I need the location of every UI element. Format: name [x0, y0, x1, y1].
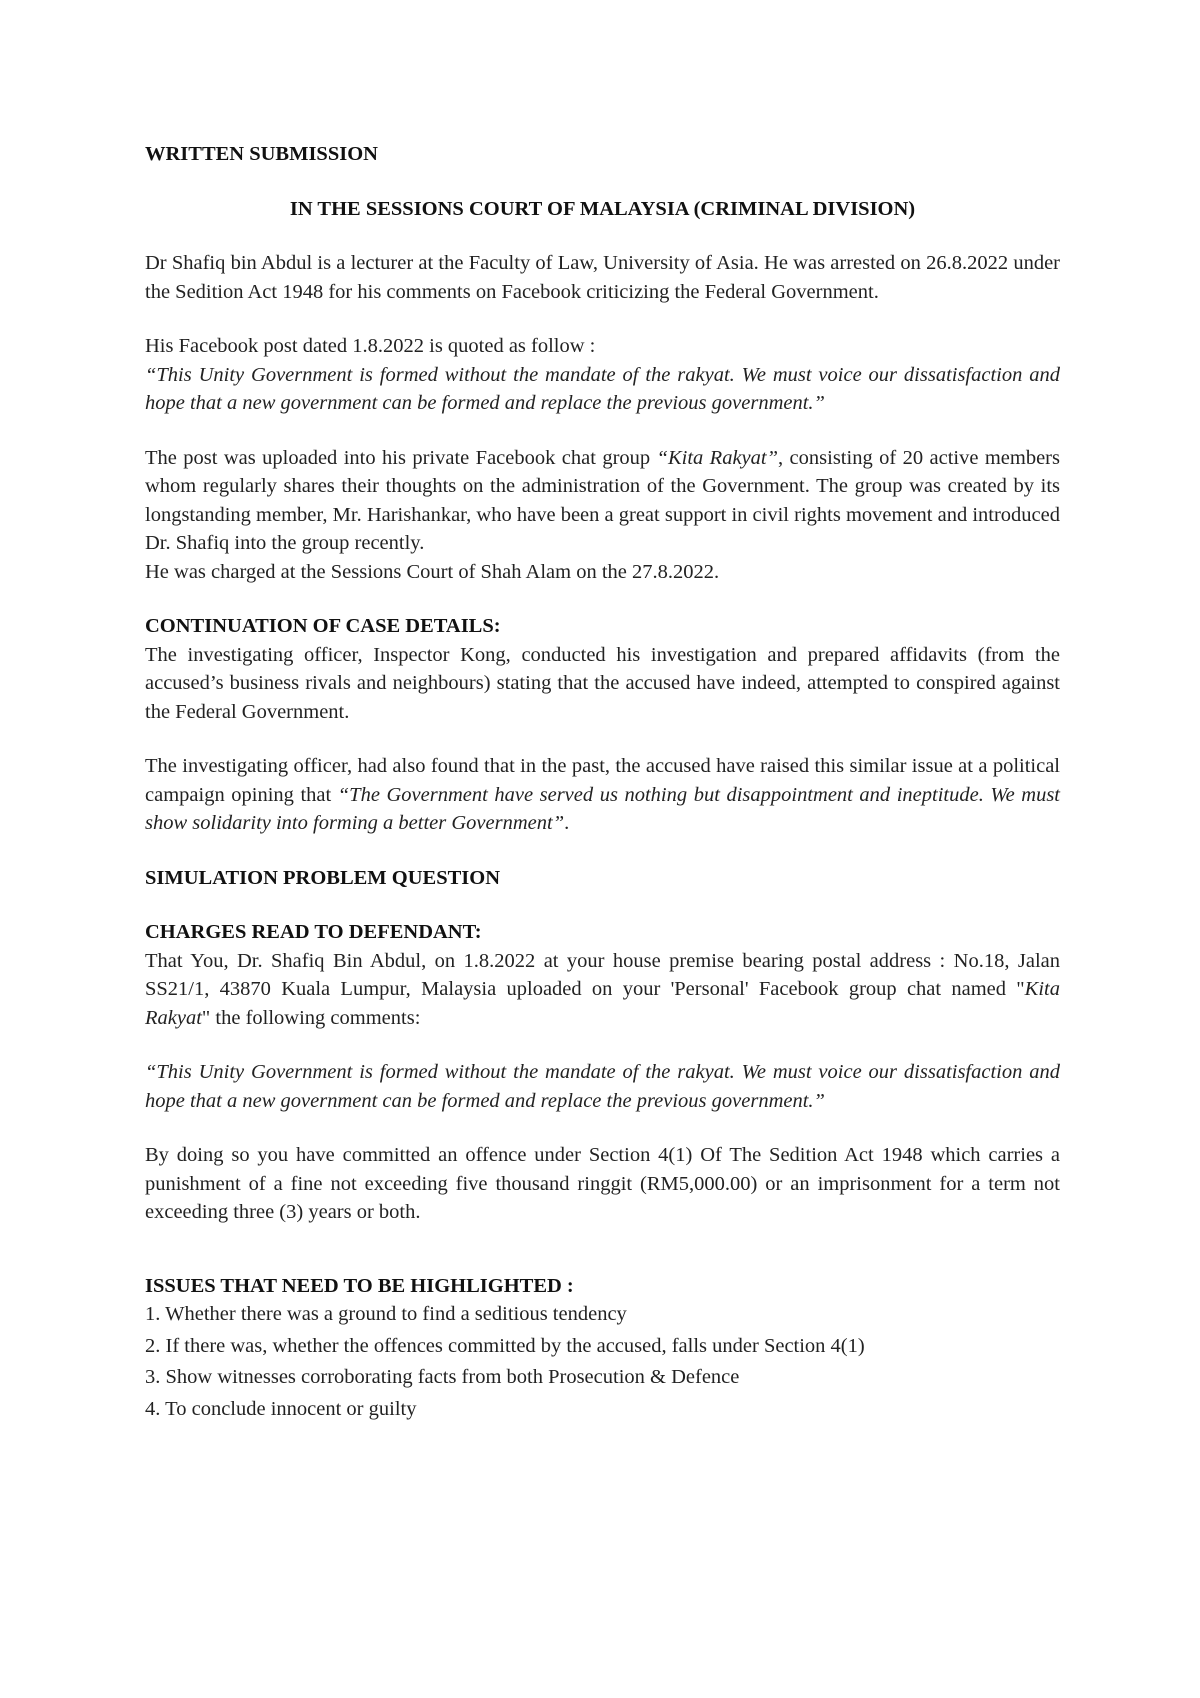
- continuation-paragraph-1: The investigating officer, Inspector Kong, conducted his investigation and prepared affidavits (from the accused’s business rivals and neighbours) stating that the accused have indeed, attempted to conspired against the Federal Government.: [145, 643, 1060, 723]
- intro-paragraph: Dr Shafiq bin Abdul is a lecturer at the Faculty of Law, University of Asia. He was arrested on 26.8.2022 under the Sedition Act 1948 for his comments on Facebook criticizing the Federal Government.: [145, 252, 1060, 303]
- issue-item-2: 2. If there was, whether the offences committed by the accused, falls under Section 4(1): [145, 1334, 865, 1357]
- issue-item-1: 1. Whether there was a ground to find a seditious tendency: [145, 1303, 627, 1325]
- facebook-post-lead: His Facebook post dated 1.8.2022 is quoted as follow :: [145, 335, 596, 357]
- issues-heading: ISSUES THAT NEED TO BE HIGHLIGHTED :: [145, 1274, 574, 1297]
- group-name: “Kita Rakyat”: [656, 446, 779, 469]
- charges-group-name: Kita Rakyat: [145, 978, 1060, 1029]
- issue-item-3: 3. Show witnesses corroborating facts from both Prosecution & Defence: [145, 1366, 740, 1388]
- court-title: IN THE SESSIONS COURT OF MALAYSIA (CRIMINAL DIVISION): [289, 197, 916, 220]
- charges-quote-text: “This Unity Government is formed without the mandate of the rakyat. We must voice our dissatisfaction and hope that a new government can be formed and replace the previous government.”: [145, 1061, 1060, 1112]
- charges-part2: " the following comments:: [201, 1006, 421, 1029]
- document-page: [145, 140, 1060, 1426]
- charged-line: He was charged at the Sessions Court of Shah Alam on the 27.8.2022.: [145, 560, 720, 583]
- offence-paragraph: By doing so you have committed an offence under Section 4(1) Of The Sedition Act 1948 which carries a punishment of a fine not exceeding five thousand ringgit (RM5,000.00) or an imprisonment for a term not exceeding three (3) years or both.: [145, 1144, 1060, 1223]
- charges-quote: [145, 1058, 1060, 1115]
- charges-paragraph: [145, 947, 1060, 1033]
- continuation-heading: CONTINUATION OF CASE DETAILS:: [145, 615, 501, 637]
- continuation-paragraph-2: [145, 752, 1060, 838]
- group-paragraph-part2: , consisting of 20 active members whom regularly shares their thoughts on the administration of the Government. The group was created by its longstanding member, Mr. Harishankar, who have been a great support in civil rights movement and introduced Dr. Shafiq into the group recently.: [145, 446, 1060, 554]
- charges-part1: That You, Dr. Shafiq Bin Abdul, on 1.8.2022 at your house premise bearing postal address : No.18, Jalan SS21/1, 43870 Kuala Lumpur, Malaysia uploaded on your 'Personal' Facebook group chat named ": [145, 949, 1060, 1000]
- simulation-heading: SIMULATION PROBLEM QUESTION: [145, 866, 501, 889]
- issue-item-4: 4. To conclude innocent or guilty: [145, 1397, 417, 1420]
- charges-heading: CHARGES READ TO DEFENDANT:: [145, 921, 482, 943]
- group-paragraph: [145, 444, 1060, 558]
- group-paragraph-part1: The post was uploaded into his private Facebook chat group: [145, 446, 657, 469]
- facebook-post-quote: [145, 361, 1060, 418]
- continuation-paragraph-2-end: .: [564, 812, 570, 834]
- campaign-quote: “The Government have served us nothing but disappointment and ineptitude. We must show solidarity into forming a better Government”: [145, 783, 1060, 834]
- continuation-paragraph-2-lead: The investigating officer, had also found that in the past, the accused have raised this similar issue at a political campaign opining that: [145, 755, 1060, 806]
- document-title: WRITTEN SUBMISSION: [145, 143, 378, 165]
- facebook-post-quote-text: “This Unity Government is formed without the mandate of the rakyat. We must voice our dissatisfaction and hope that a new government can be formed and replace the previous government.”: [145, 363, 1060, 414]
